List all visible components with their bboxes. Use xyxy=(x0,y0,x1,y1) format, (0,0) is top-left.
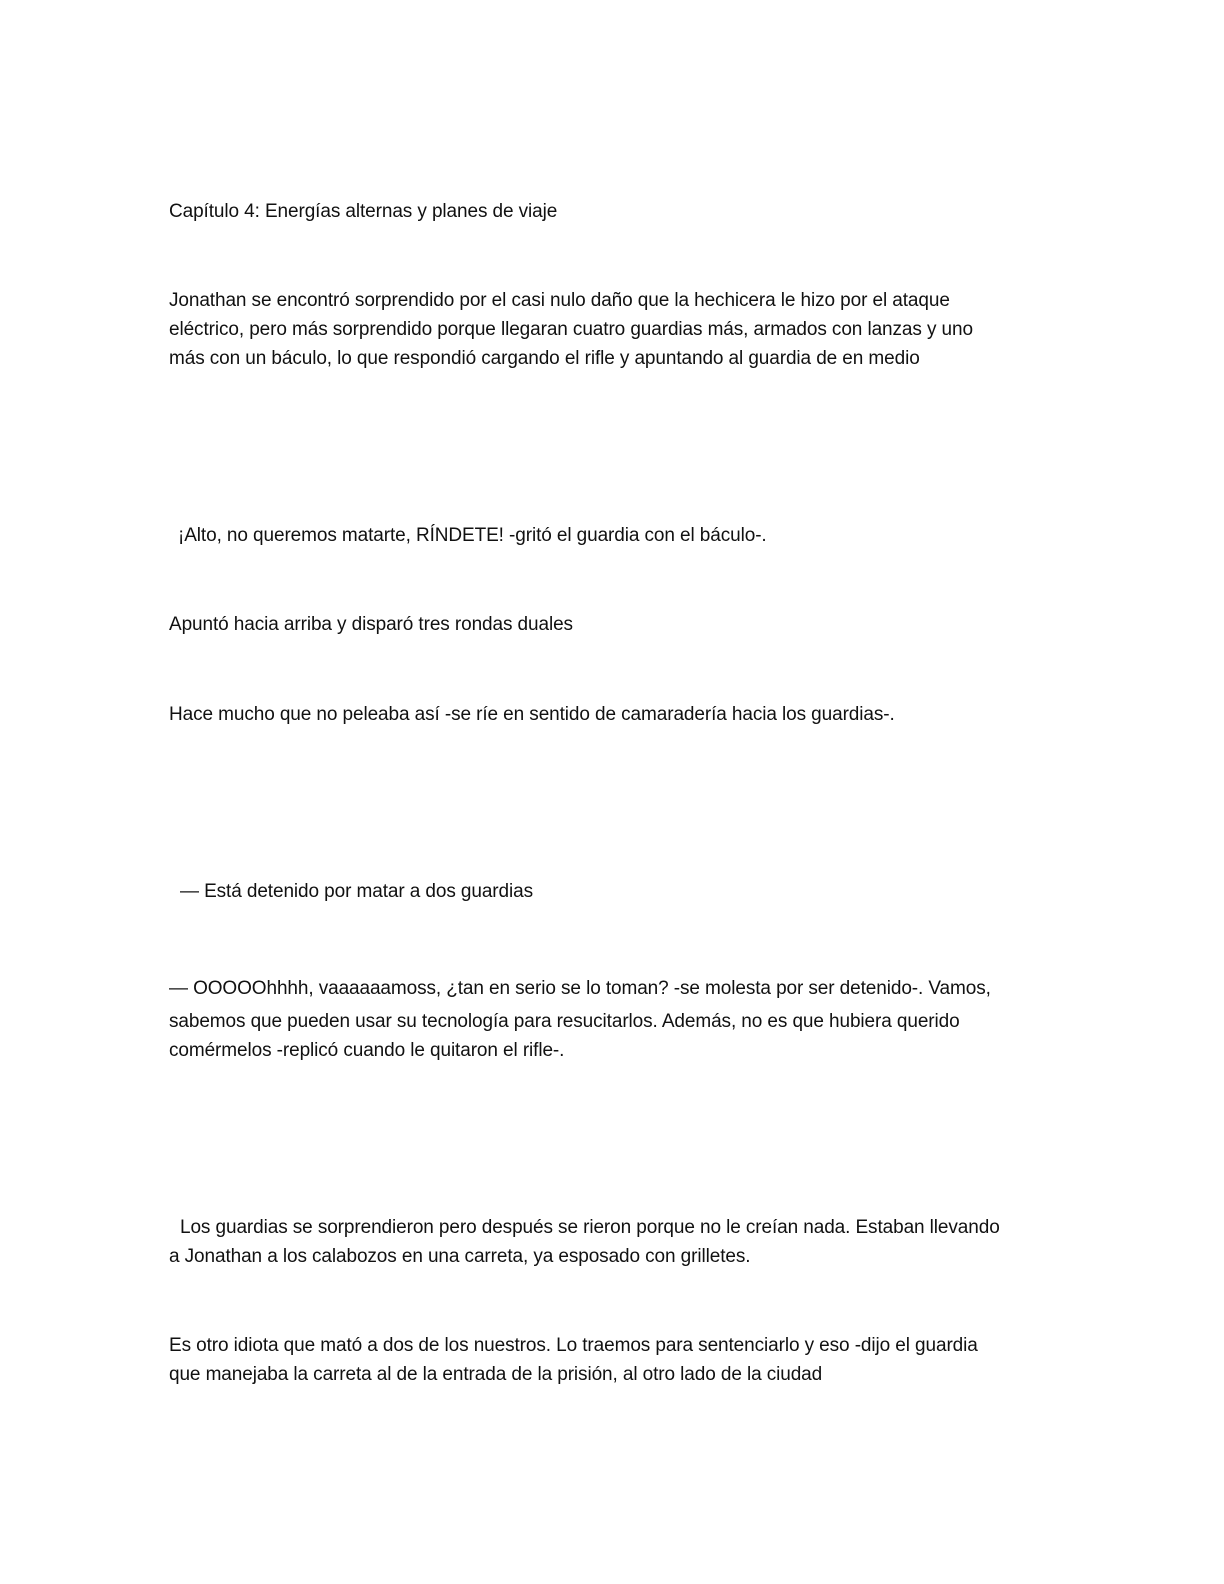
paragraph-2-line-1: ¡Alto, no queremos matarte, RÍNDETE! -gritó el guardia con el báculo-. xyxy=(178,525,767,546)
paragraph-1 xyxy=(169,286,1049,373)
paragraph-7 xyxy=(169,1213,1049,1271)
paragraph-6 xyxy=(169,974,1049,1065)
paragraph-2 xyxy=(169,521,1058,550)
paragraph-4 xyxy=(169,700,1049,729)
paragraph-5-line-1: — Está detenido por matar a dos guardias xyxy=(180,881,533,902)
paragraph-8-line-1: Es otro idiota que mató a dos de los nuestros. Lo traemos para sentenciarlo y eso -dijo el guardia xyxy=(169,1335,978,1356)
paragraph-3 xyxy=(169,610,1049,639)
paragraph-6-line-3: comérmelos -replicó cuando le quitaron el rifle-. xyxy=(169,1040,565,1061)
paragraph-7-line-2: a Jonathan a los calabozos en una carreta, ya esposado con grilletes. xyxy=(169,1246,751,1267)
chapter-title xyxy=(169,197,1049,226)
paragraph-6-line-2: sabemos que pueden usar su tecnología para resucitarlos. Además, no es que hubiera querido xyxy=(169,1011,960,1032)
paragraph-1-line-2: eléctrico, pero más sorprendido porque llegaran cuatro guardias más, armados con lanzas y uno xyxy=(169,319,973,340)
paragraph-4-line-1: Hace mucho que no peleaba así -se ríe en sentido de camaradería hacia los guardias-. xyxy=(169,704,895,725)
paragraph-1-line-1: Jonathan se encontró sorprendido por el casi nulo daño que la hechicera le hizo por el ataque xyxy=(169,290,950,311)
paragraph-8-line-2: que manejaba la carreta al de la entrada de la prisión, al otro lado de la ciudad xyxy=(169,1364,823,1385)
chapter-title-text: Capítulo 4: Energías alternas y planes de viaje xyxy=(169,201,558,222)
paragraph-3-line-1: Apuntó hacia arriba y disparó tres rondas duales xyxy=(169,614,573,635)
paragraph-1-line-3: más con un báculo, lo que respondió cargando el rifle y apuntando al guardia de en medio xyxy=(169,348,920,369)
paragraph-8 xyxy=(169,1331,1049,1389)
paragraph-7-line-1: Los guardias se sorprendieron pero después se rieron porque no le creían nada. Estaban llevando xyxy=(180,1217,1000,1238)
paragraph-6-line-1: — OOOOOhhhh, vaaaaaamoss, ¿tan en serio se lo toman? -se molesta por ser detenido-. Vamos, xyxy=(169,978,991,999)
paragraph-5 xyxy=(169,877,1060,906)
